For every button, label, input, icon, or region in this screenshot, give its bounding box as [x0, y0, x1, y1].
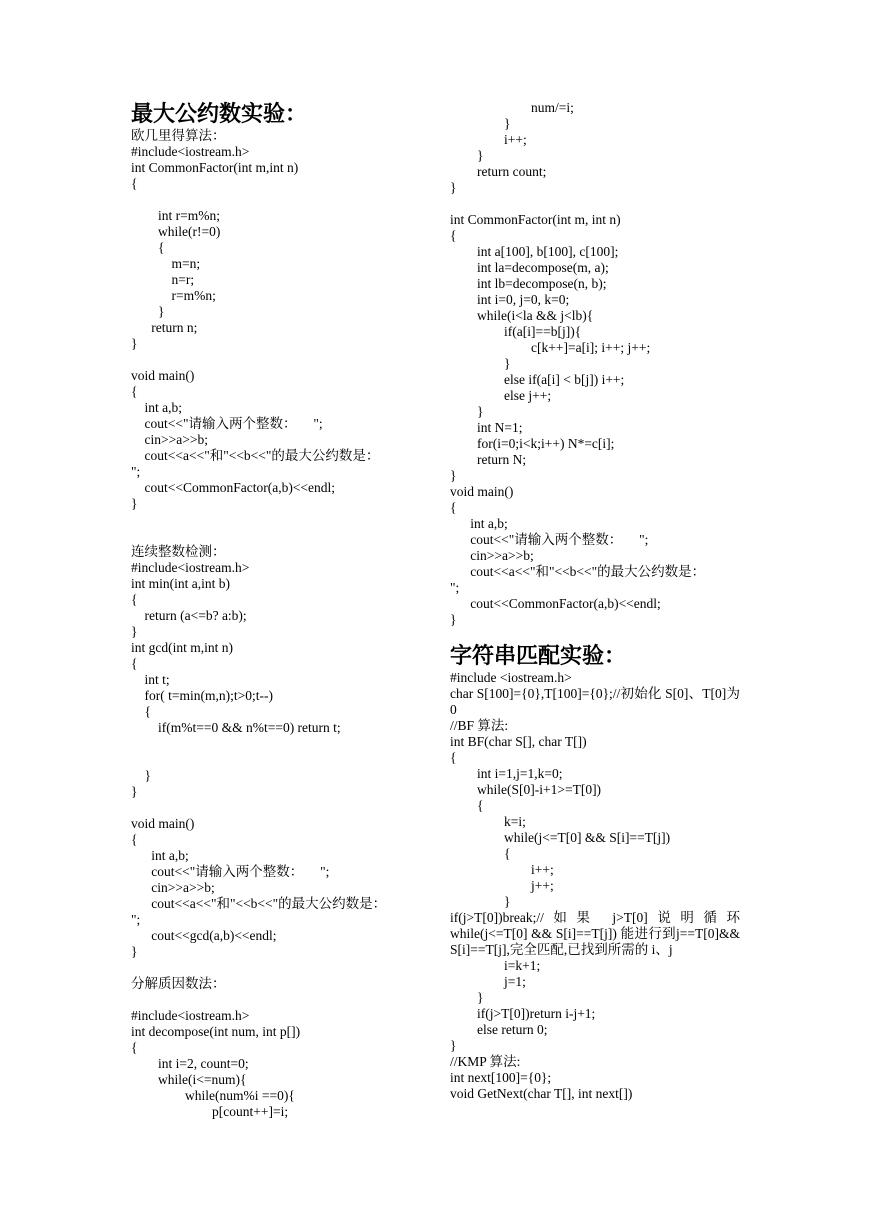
code-line: cout<<"请输入两个整数： ";: [131, 864, 330, 879]
code-line: {: [131, 656, 138, 671]
code-line: cout<<"请输入两个整数： ";: [450, 532, 649, 547]
code-line: while(j<=T[0] && S[i]==T[j]): [450, 830, 671, 845]
code-line: cout<<a<<"和"<<b<<"的最大公约数是：: [450, 564, 706, 579]
code-line: [131, 512, 421, 528]
code-line: int CommonFactor(int m, int n): [450, 212, 621, 227]
code-line: [131, 528, 421, 544]
code-line: else return 0;: [450, 1022, 548, 1037]
code-line: }: [450, 356, 511, 371]
code-line: [131, 960, 421, 976]
right-column: [450, 100, 740, 1102]
section-title-gcd: 最大公约数实验：: [131, 101, 308, 126]
code-line: [131, 752, 421, 768]
code-line: int i=1,j=1,k=0;: [450, 766, 563, 781]
code-line: return count;: [450, 164, 547, 179]
code-line: for( t=min(m,n);t>0;t--): [131, 688, 273, 703]
code-line: [131, 800, 421, 816]
code-line: [131, 992, 421, 1008]
code-line: num/=i;: [450, 100, 574, 115]
code-line: int i=0, j=0, k=0;: [450, 292, 570, 307]
code-line: cout<<CommonFactor(a,b)<<endl;: [131, 480, 336, 495]
code-line: j=1;: [450, 974, 526, 989]
code-line: {: [131, 1040, 138, 1055]
code-line: }: [131, 496, 138, 511]
code-line: {: [450, 798, 484, 813]
code-line: #include<iostream.h>: [131, 560, 250, 575]
code-line: }: [450, 404, 484, 419]
code-line: //BF 算法:: [450, 718, 509, 733]
code-line: }: [131, 336, 138, 351]
code-line: m=n;: [131, 256, 201, 271]
code-line: int lb=decompose(n, b);: [450, 276, 607, 291]
code-line: j++;: [450, 878, 554, 893]
code-line: 分解质因数法：: [131, 976, 226, 991]
code-line: {: [450, 846, 511, 861]
code-line: if(a[i]==b[j]){: [450, 324, 582, 339]
code-line: #include<iostream.h>: [131, 1008, 250, 1023]
code-line: i=k+1;: [450, 958, 541, 973]
code-line: void main(): [131, 368, 195, 383]
code-line: void main(): [450, 484, 514, 499]
code-line: return (a<=b? a:b);: [131, 608, 247, 623]
code-line: {: [131, 592, 138, 607]
code-line: #include <iostream.h>: [450, 670, 572, 685]
code-line: int BF(char S[], char T[]): [450, 734, 587, 749]
code-line: while(r!=0): [131, 224, 221, 239]
code-line: }: [450, 1038, 457, 1053]
code-line: p[count++]=i;: [131, 1104, 289, 1119]
code-line: {: [131, 832, 138, 847]
code-line: int decompose(int num, int p[]): [131, 1024, 301, 1039]
code-line: {: [131, 384, 138, 399]
code-line: ";: [450, 580, 460, 595]
code-line: cin>>a>>b;: [131, 880, 215, 895]
code-line: void GetNext(char T[], int next[]): [450, 1086, 633, 1101]
code-line: int a,b;: [131, 848, 189, 863]
left-column: [131, 100, 421, 1120]
code-line: 欧几里得算法：: [131, 128, 226, 143]
code-line: [131, 192, 421, 208]
code-line: }: [450, 612, 457, 627]
code-line: {: [131, 176, 138, 191]
code-line: int la=decompose(m, a);: [450, 260, 609, 275]
code-line: }: [131, 304, 165, 319]
code-line: for(i=0;i<k;i++) N*=c[i];: [450, 436, 615, 451]
code-line: else j++;: [450, 388, 552, 403]
code-line: [450, 196, 740, 212]
code-line: #include<iostream.h>: [131, 144, 250, 159]
code-line: cout<<a<<"和"<<b<<"的最大公约数是：: [131, 448, 380, 463]
code-line: }: [131, 624, 138, 639]
code-line: int t;: [131, 672, 170, 687]
code-line: r=m%n;: [131, 288, 216, 303]
code-line: while(i<=num){: [131, 1072, 247, 1087]
code-line: }: [131, 784, 138, 799]
code-line: int a,b;: [131, 400, 182, 415]
code-line: }: [450, 148, 484, 163]
code-line: cout<<gcd(a,b)<<endl;: [131, 928, 277, 943]
code-line: k=i;: [450, 814, 526, 829]
code-line: return n;: [131, 320, 198, 335]
code-line: int min(int a,int b): [131, 576, 230, 591]
code-line: int next[100]={0};: [450, 1070, 552, 1085]
code-line: cout<<a<<"和"<<b<<"的最大公约数是：: [131, 896, 387, 911]
code-line: int a[100], b[100], c[100];: [450, 244, 619, 259]
code-line: }: [450, 990, 484, 1005]
code-line: {: [450, 500, 457, 515]
code-line: {: [450, 228, 457, 243]
code-line: return N;: [450, 452, 527, 467]
section-title-string-match: 字符串匹配实验：: [450, 643, 627, 668]
code-line: while(i<la && j<lb){: [450, 308, 594, 323]
code-line: }: [450, 116, 511, 131]
code-line: }: [131, 944, 138, 959]
code-line: if(j>T[0])return i-j+1;: [450, 1006, 596, 1021]
code-line: int gcd(int m,int n): [131, 640, 233, 655]
code-line-wrapped: char S[100]={0},T[100]={0};//初始化 S[0]、T[0]为 0: [450, 686, 740, 717]
code-line: [131, 736, 421, 752]
code-line: cout<<CommonFactor(a,b)<<endl;: [450, 596, 661, 611]
code-line: c[k++]=a[i]; i++; j++;: [450, 340, 651, 355]
code-line: ";: [131, 464, 141, 479]
code-line: while(S[0]-i+1>=T[0]): [450, 782, 602, 797]
code-line: while(num%i ==0){: [131, 1088, 295, 1103]
code-line: {: [131, 704, 151, 719]
spacer: [450, 628, 740, 642]
code-line: i++;: [450, 862, 554, 877]
code-line: int CommonFactor(int m,int n): [131, 160, 299, 175]
code-line: cin>>a>>b;: [450, 548, 534, 563]
code-line: 连续整数检测：: [131, 544, 226, 559]
code-line: }: [131, 768, 151, 783]
code-line: cin>>a>>b;: [131, 432, 208, 447]
code-line: [131, 352, 421, 368]
code-line: i++;: [450, 132, 527, 147]
code-line: }: [450, 894, 511, 909]
code-line: else if(a[i] < b[j]) i++;: [450, 372, 625, 387]
code-line: int a,b;: [450, 516, 508, 531]
code-line: int i=2, count=0;: [131, 1056, 249, 1071]
code-line: cout<<"请输入两个整数： ";: [131, 416, 323, 431]
code-line-wrapped: if(j>T[0])break;//如果 j>T[0]说明循环 while(j<=T[0] && S[i]==T[j]) 能进行到j==T[0]&& S[i]==T[j],完全匹配,已找到所需的 i、j: [450, 910, 740, 957]
code-line: }: [450, 180, 457, 195]
code-line: if(m%t==0 && n%t==0) return t;: [131, 720, 341, 735]
code-line: //KMP 算法:: [450, 1054, 521, 1069]
code-line: {: [131, 240, 165, 255]
code-line: int N=1;: [450, 420, 523, 435]
code-line: }: [450, 468, 457, 483]
code-line: {: [450, 750, 457, 765]
code-line: int r=m%n;: [131, 208, 220, 223]
code-line: n=r;: [131, 272, 195, 287]
code-line: ";: [131, 912, 141, 927]
code-line: void main(): [131, 816, 195, 831]
